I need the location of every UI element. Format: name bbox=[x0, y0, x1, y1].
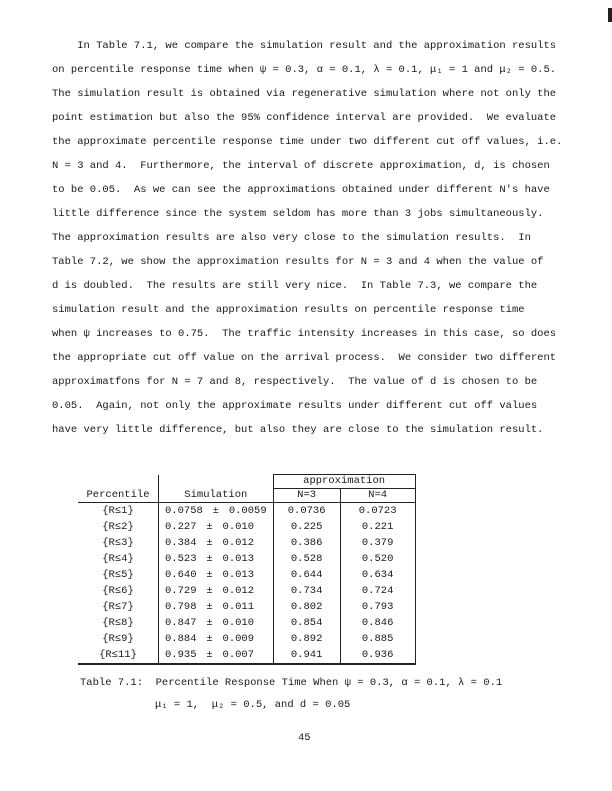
estimate: 0.798 bbox=[165, 600, 197, 613]
estimate: 0.227 bbox=[165, 520, 197, 533]
n3-cell: 0.802 bbox=[273, 599, 340, 615]
n4-cell: 0.936 bbox=[340, 647, 415, 664]
plus-minus-icon: ± bbox=[206, 584, 213, 597]
table-row bbox=[78, 567, 415, 583]
text-line: The simulation result is obtained via regenerative simulation where not only the bbox=[52, 88, 557, 100]
simulation-cell bbox=[159, 615, 274, 631]
plus-minus-icon: ± bbox=[206, 568, 213, 581]
estimate: 0.640 bbox=[165, 568, 197, 581]
approximation-group-header: approximation bbox=[273, 475, 415, 489]
half-width: 0.007 bbox=[222, 648, 255, 661]
n3-cell: 0.892 bbox=[273, 631, 340, 647]
table-row bbox=[78, 551, 415, 567]
table-section bbox=[0, 474, 612, 745]
estimate: 0.884 bbox=[165, 632, 197, 645]
estimate: 0.0758 bbox=[165, 504, 203, 517]
half-width: 0.009 bbox=[222, 632, 255, 645]
n3-cell: 0.854 bbox=[273, 615, 340, 631]
n4-cell: 0.724 bbox=[340, 583, 415, 599]
percentile-cell: {R≤11} bbox=[78, 647, 159, 664]
n4-cell: 0.885 bbox=[340, 631, 415, 647]
text-line: approximatfons for N = 7 and 8, respectively. The value of d is chosen to be bbox=[52, 376, 538, 388]
scan-edge-mark bbox=[608, 8, 612, 22]
percentile-cell: {R≤6} bbox=[78, 583, 159, 599]
half-width: 0.0059 bbox=[228, 504, 267, 517]
text-line: simulation result and the approximation results on percentile response time bbox=[52, 304, 525, 316]
n3-cell: 0.734 bbox=[273, 583, 340, 599]
percentile-cell: {R≤2} bbox=[78, 519, 159, 535]
simulation-cell bbox=[159, 583, 274, 599]
text-line: Table 7.2, we show the approximation results for N = 3 and 4 when the value of bbox=[52, 256, 544, 268]
plus-minus-icon: ± bbox=[206, 520, 213, 533]
simulation-cell bbox=[159, 647, 274, 664]
estimate: 0.935 bbox=[165, 648, 197, 661]
text-line: point estimation but also the 95% confidence interval are provided. We evaluate bbox=[52, 112, 557, 124]
column-header-n4: N=4 bbox=[340, 489, 415, 503]
half-width: 0.010 bbox=[222, 616, 255, 629]
n4-cell: 0.0723 bbox=[340, 503, 415, 520]
simulation-cell bbox=[159, 503, 274, 520]
half-width: 0.013 bbox=[222, 568, 255, 581]
text-line: In Table 7.1, we compare the simulation result and the approximation results bbox=[52, 40, 557, 52]
text-line: d is doubled. The results are still very nice. In Table 7.3, we compare the bbox=[52, 280, 538, 292]
plus-minus-icon: ± bbox=[206, 536, 213, 549]
estimate: 0.729 bbox=[165, 584, 197, 597]
plus-minus-icon: ± bbox=[212, 504, 219, 517]
column-header-percentile: Percentile bbox=[78, 489, 159, 503]
percentile-cell: {R≤8} bbox=[78, 615, 159, 631]
n3-cell: 0.941 bbox=[273, 647, 340, 664]
text-line: the appropriate cut off value on the arrival process. We consider two different bbox=[52, 352, 557, 364]
half-width: 0.012 bbox=[222, 536, 255, 549]
column-header-n3: N=3 bbox=[273, 489, 340, 503]
plus-minus-icon: ± bbox=[206, 632, 213, 645]
percentile-cell: {R≤5} bbox=[78, 567, 159, 583]
simulation-cell bbox=[159, 567, 274, 583]
plus-minus-icon: ± bbox=[206, 616, 213, 629]
n3-cell: 0.225 bbox=[273, 519, 340, 535]
text-line: on percentile response time when ψ = 0.3, α = 0.1, λ = 0.1, μ₁ = 1 and μ₂ = 0.5. bbox=[52, 64, 557, 76]
table-row bbox=[78, 503, 415, 520]
percentile-cell: {R≤3} bbox=[78, 535, 159, 551]
n4-cell: 0.379 bbox=[340, 535, 415, 551]
text-line: when ψ increases to 0.75. The traffic intensity increases in this case, so does bbox=[52, 328, 557, 340]
page-number: 45 bbox=[298, 732, 311, 744]
half-width: 0.012 bbox=[222, 584, 255, 597]
text-line: N = 3 and 4. Furthermore, the interval of discrete approximation, d, is chosen bbox=[52, 160, 550, 172]
n4-cell: 0.221 bbox=[340, 519, 415, 535]
plus-minus-icon: ± bbox=[206, 600, 213, 613]
n3-cell: 0.0736 bbox=[273, 503, 340, 520]
results-table bbox=[78, 474, 416, 665]
percentile-cell: {R≤1} bbox=[78, 503, 159, 520]
table-caption: Table 7.1: Percentile Response Time When ψ = 0.3, α = 0.1, λ = 0.1 bbox=[80, 677, 503, 689]
estimate: 0.847 bbox=[165, 616, 197, 629]
text-line: 0.05. Again, not only the approximate results under different cut off values bbox=[52, 400, 538, 412]
text-line: little difference since the system seldom has more than 3 jobs simultaneously. bbox=[52, 208, 544, 220]
n4-cell: 0.846 bbox=[340, 615, 415, 631]
plus-minus-icon: ± bbox=[206, 552, 213, 565]
half-width: 0.011 bbox=[222, 600, 255, 613]
n4-cell: 0.634 bbox=[340, 567, 415, 583]
half-width: 0.013 bbox=[222, 552, 255, 565]
n3-cell: 0.528 bbox=[273, 551, 340, 567]
table-row bbox=[78, 631, 415, 647]
text-line: have very little difference, but also they are close to the simulation result. bbox=[52, 424, 544, 436]
percentile-cell: {R≤7} bbox=[78, 599, 159, 615]
n3-cell: 0.386 bbox=[273, 535, 340, 551]
percentile-cell: {R≤9} bbox=[78, 631, 159, 647]
simulation-cell bbox=[159, 519, 274, 535]
estimate: 0.523 bbox=[165, 552, 197, 565]
n4-cell: 0.793 bbox=[340, 599, 415, 615]
plus-minus-icon: ± bbox=[206, 648, 213, 661]
table-caption-continued: μ₁ = 1, μ₂ = 0.5, and d = 0.05 bbox=[155, 699, 351, 711]
table-row bbox=[78, 535, 415, 551]
simulation-cell bbox=[159, 599, 274, 615]
n4-cell: 0.520 bbox=[340, 551, 415, 567]
simulation-cell bbox=[159, 551, 274, 567]
simulation-cell bbox=[159, 535, 274, 551]
half-width: 0.010 bbox=[222, 520, 255, 533]
table-row bbox=[78, 599, 415, 615]
estimate: 0.384 bbox=[165, 536, 197, 549]
simulation-cell bbox=[159, 631, 274, 647]
table-row bbox=[78, 647, 415, 664]
text-line: to be 0.05. As we can see the approximations obtained under different N's have bbox=[52, 184, 550, 196]
n3-cell: 0.644 bbox=[273, 567, 340, 583]
column-header-simulation: Simulation bbox=[159, 489, 274, 503]
percentile-cell: {R≤4} bbox=[78, 551, 159, 567]
text-line: The approximation results are also very close to the simulation results. In bbox=[52, 232, 531, 244]
text-line: the approximate percentile response time under two different cut off values, i.e. bbox=[52, 136, 563, 148]
table-row bbox=[78, 583, 415, 599]
table-row bbox=[78, 519, 415, 535]
table-row bbox=[78, 615, 415, 631]
